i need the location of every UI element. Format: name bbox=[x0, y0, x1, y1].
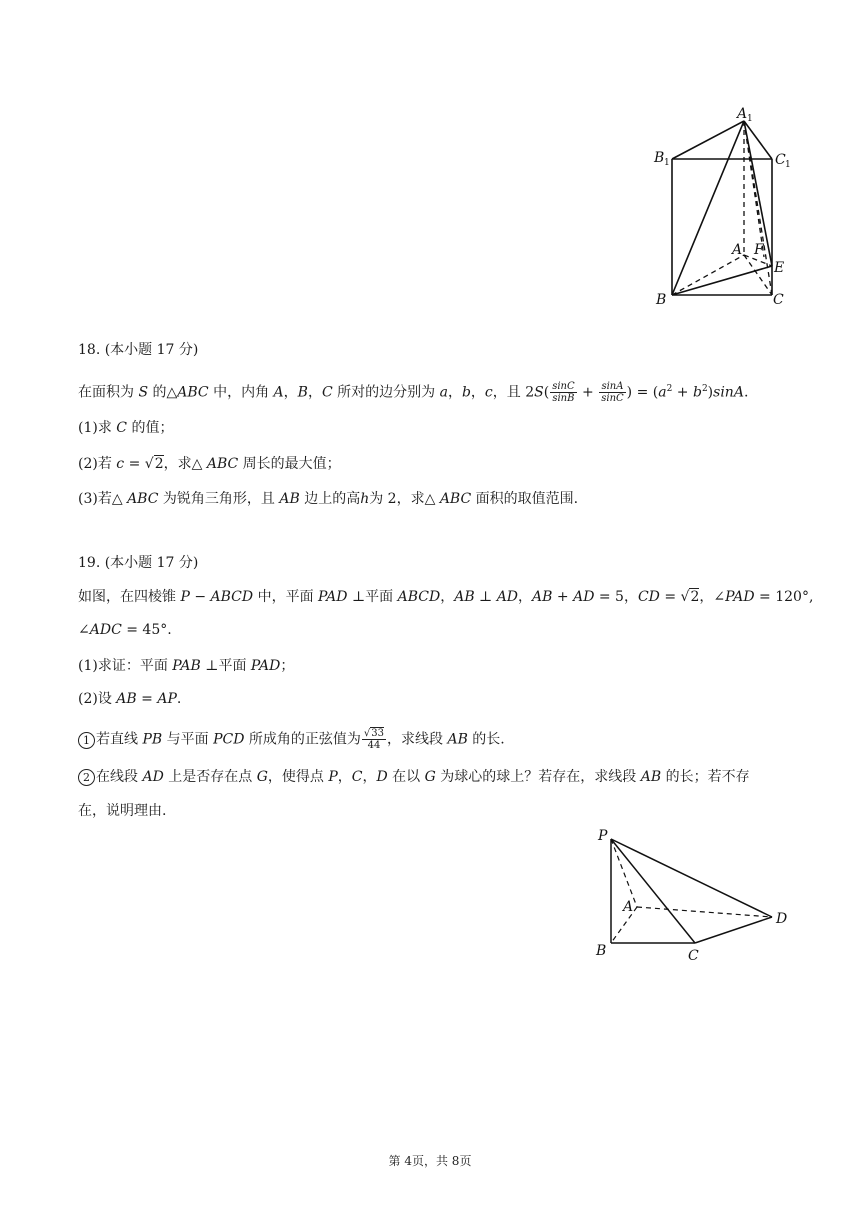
prism-figure bbox=[650, 100, 800, 310]
q19-header: 19. (本小题 17 分) bbox=[78, 555, 199, 571]
q18-header: 18. (本小题 17 分) bbox=[78, 342, 199, 358]
label-b1: B bbox=[654, 150, 665, 166]
label-p: P bbox=[598, 828, 608, 844]
q18-part1: (1)求 C 的值； bbox=[78, 420, 174, 436]
label-e: E bbox=[774, 260, 785, 276]
page-footer: 第 4页，共 8页 bbox=[388, 1154, 472, 1168]
q18-part3: (3)若△ ABC 为锐角三角形，且 AB 边上的高h为 2，求△ ABC 面积的取值范围. bbox=[78, 491, 579, 507]
label-b: B bbox=[596, 943, 607, 959]
label-c: C bbox=[688, 948, 699, 964]
q19-sub1: 1 若直线 PB 与平面 PCD 所成角的正弦值为 $\frac{√33}{44}$ ，求线段 AB 的长. bbox=[78, 728, 505, 751]
label-c: C bbox=[773, 292, 784, 308]
q19-part2: (2)设 AB = AP. bbox=[78, 691, 182, 707]
q19-part1: (1)求证：平面 PAB ⊥平面 PAD； bbox=[78, 658, 295, 674]
q19-sub2-line1: 2 在线段 AD 上是否存在点 G，使得点 P，C，D 在以 G 为球心的球上？若存在，求线段 AB 的长；若不存 bbox=[78, 767, 750, 787]
label-f: F bbox=[754, 242, 764, 258]
label-a1-sub: 1 bbox=[747, 114, 753, 124]
label-a1: A bbox=[737, 106, 748, 122]
q19-stem-line2: ∠ADC = 45°. bbox=[78, 622, 172, 638]
label-a: A bbox=[732, 242, 743, 258]
label-d: D bbox=[776, 911, 788, 927]
q18-part2: (2)若 c = √2，求△ ABC 周长的最大值； bbox=[78, 456, 341, 472]
q19-sub2-line2: 在，说明理由. bbox=[78, 803, 167, 819]
q18-stem: 在面积为 S 的△ABC 中，内角 A，B，C 所对的边分别为 a，b，c，且 2S( $\frac{\sin C}{\sin B}$ + $\frac{\sin A}{\sin C}$ ) = $(a^2 + b^2)\sin A$. bbox=[78, 381, 749, 405]
label-b: B bbox=[656, 292, 667, 308]
label-a: A bbox=[623, 899, 634, 915]
label-c1-sub: 1 bbox=[785, 160, 791, 170]
label-b1-sub: 1 bbox=[664, 158, 670, 168]
pyramid-figure bbox=[590, 822, 800, 967]
q19-stem-line1: 如图，在四棱锥 P − ABCD 中，平面 PAD ⊥平面 ABCD，AB ⊥ AD，AB + AD = 5，CD = √2，∠PAD = 120°, bbox=[78, 589, 814, 605]
label-c1: C bbox=[775, 152, 786, 168]
